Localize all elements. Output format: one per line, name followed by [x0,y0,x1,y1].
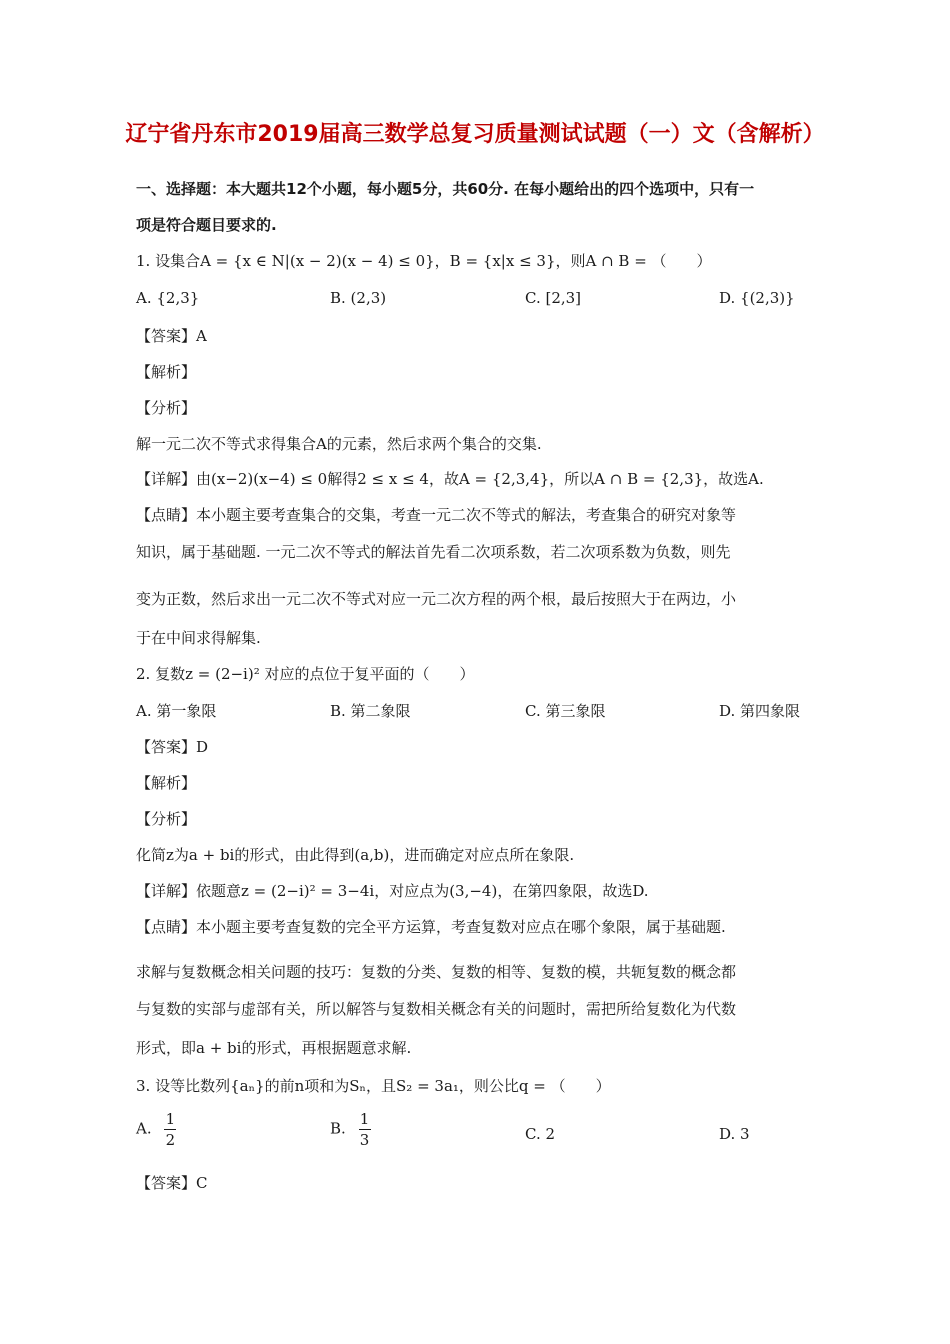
q3-option-d: D. 3 [719,1125,750,1143]
q3-option-b-label: B. [330,1119,346,1138]
q2-option-a: A. 第一象限 [136,702,217,720]
q1-option-b: B. (2,3) [330,289,387,307]
q1-comment-line: 于在中间求得解集. [136,629,261,647]
fraction-numerator: 1 [359,1110,370,1128]
fraction-denominator: 3 [359,1131,370,1149]
q1-option-c: C. [2,3] [525,289,582,307]
section-heading-line1: 一、选择题：本大题共12个小题，每小题5分，共60分. 在每小题给出的四个选项中，只有一 [136,180,755,198]
q1-answer: 【答案】A [136,327,207,345]
q3-option-c: C. 2 [525,1125,556,1143]
q1-option-a: A. {2,3} [136,289,200,307]
q1-option-d: D. {(2,3)} [719,289,795,307]
q2-fenxi-label: 【分析】 [136,810,197,828]
q1-analysis: 解一元二次不等式求得集合A的元素，然后求两个集合的交集. [136,435,542,453]
q1-comment-line: 【点睛】本小题主要考查集合的交集，考查一元二次不等式的解法，考查集合的研究对象等 [136,506,737,524]
q2-option-c: C. 第三象限 [525,702,606,720]
q2-answer: 【答案】D [136,738,209,756]
q2-detail: 【详解】依题意z = (2−i)² = 3−4i，对应点为(3,−4)，在第四象限，故选D. [136,882,649,900]
q3-option-a-label: A. [136,1119,152,1138]
section-heading-line2: 项是符合题目要求的. [136,216,277,234]
q2-jiexi-label: 【解析】 [136,774,197,792]
q2-analysis: 化简z为a + bi的形式，由此得到(a,b)，进而确定对应点所在象限. [136,846,575,864]
q2-option-d: D. 第四象限 [719,702,801,720]
q2-comment-line: 形式，即a + bi的形式，再根据题意求解. [136,1039,412,1057]
q2-comment-line: 【点睛】本小题主要考查复数的完全平方运算，考查复数对应点在哪个象限，属于基础题. [136,918,726,936]
fraction-bar [359,1129,371,1130]
q1-detail: 【详解】由(x−2)(x−4) ≤ 0解得2 ≤ x ≤ 4，故A = {2,3,4}，所以A ∩ B = {2,3}，故选A. [136,470,764,488]
fraction-denominator: 2 [165,1131,176,1149]
q3-answer: 【答案】C [136,1174,208,1192]
q1-jiexi-label: 【解析】 [136,363,197,381]
q1-comment-line: 知识，属于基础题. 一元二次不等式的解法首先看二次项系数，若二次项系数为负数，则先 [136,543,731,561]
fraction-numerator: 1 [165,1110,176,1128]
q3-option-a [136,1110,176,1149]
q2-option-b: B. 第二象限 [330,702,411,720]
document-title: 辽宁省丹东市2019届高三数学总复习质量测试试题（一）文（含解析） [125,122,825,147]
fraction-bar [164,1129,176,1130]
q1-comment-line: 变为正数，然后求出一元二次不等式对应一元二次方程的两个根，最后按照大于在两边，小 [136,590,737,608]
q3-stem: 3. 设等比数列{aₙ}的前n项和为Sₙ，且S₂ = 3a₁，则公比q = （ ） [136,1077,611,1095]
q2-stem: 2. 复数z = (2−i)² 对应的点位于复平面的（ ） [136,665,475,683]
q3-option-b-fraction [359,1110,371,1149]
q2-comment-line: 求解与复数概念相关问题的技巧：复数的分类、复数的相等、复数的模，共轭复数的概念都 [136,963,737,981]
q3-option-b [330,1110,371,1149]
q1-fenxi-label: 【分析】 [136,399,197,417]
q2-comment-line: 与复数的实部与虚部有关，所以解答与复数相关概念有关的问题时，需把所给复数化为代数 [136,1000,737,1018]
q3-option-a-fraction [164,1110,176,1149]
q1-stem: 1. 设集合A = {x ∈ N|(x − 2)(x − 4) ≤ 0}，B = {x|x ≤ 3}，则A ∩ B = （ ） [136,252,712,270]
